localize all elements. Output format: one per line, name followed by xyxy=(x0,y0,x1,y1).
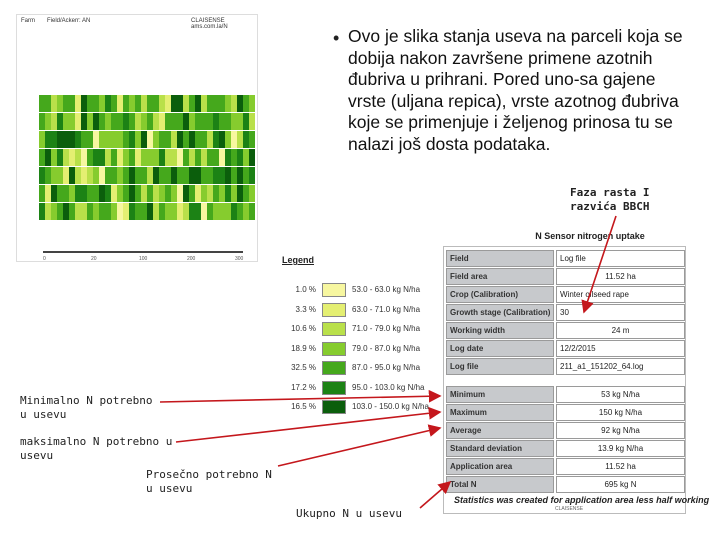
scale-tick-label: 100 xyxy=(139,256,148,261)
table-key: Minimum xyxy=(446,386,554,403)
arrow-bbch xyxy=(584,216,616,312)
table-value: 53 kg N/ha xyxy=(556,386,685,403)
map-header-farm: Farm xyxy=(21,18,35,24)
table-key: Field area xyxy=(446,268,554,285)
table-value: 30 xyxy=(556,304,685,321)
bullet-icon: • xyxy=(333,28,340,48)
table-value: 24 m xyxy=(556,322,685,339)
legend-range: 87.0 - 95.0 kg N/ha xyxy=(352,363,421,372)
table-footer-note: Statistics was created for application area less half working xyxy=(454,495,710,505)
table-key: Total N xyxy=(446,476,554,493)
legend-range: 95.0 - 103.0 kg N/ha xyxy=(352,382,425,392)
table-key: Growth stage (Calibration) xyxy=(446,304,554,321)
table-value: 150 kg N/ha xyxy=(556,404,685,421)
table-title: N Sensor nitrogen uptake xyxy=(535,231,645,241)
scale-tick-label: 0 xyxy=(43,256,46,261)
table-key: Standard deviation xyxy=(446,440,554,457)
map-header-field: Field/Ackerr: AN xyxy=(47,18,91,24)
table-key: Maximum xyxy=(446,404,554,421)
scale-tick-label: 20 xyxy=(91,256,97,261)
legend-range: 103.0 - 150.0 kg N/ha xyxy=(352,402,429,411)
table-value: Winter oilseed rape xyxy=(556,286,685,303)
table-key: Crop (Calibration) xyxy=(446,286,554,303)
arrow-total xyxy=(420,482,450,508)
legend-title: Legend xyxy=(282,255,315,265)
table-key: Application area xyxy=(446,458,554,475)
table-key: Working width xyxy=(446,322,554,339)
legend-percent: 3.3 % xyxy=(295,304,316,314)
table-value: 11.52 ha xyxy=(556,458,685,475)
slide-bullet-text: Ovo je slika stanja useva na parceli koja se dobija nakon završene primene azotnih đubriva u prihrani. Pored uno-sa gajene vrste (uljana repica), vrste azotnog đubriva koje se primenjuje i željenog prinosa tu se nalazi još dosta podataka. xyxy=(348,26,683,154)
legend-percent: 16.5 % xyxy=(291,402,316,411)
scale-tick-label: 200 xyxy=(187,256,196,261)
legend-percent: 18.9 % xyxy=(291,343,316,353)
table-value: 92 kg N/ha xyxy=(556,422,685,439)
table-key: Field xyxy=(446,250,554,267)
table-value: Log file xyxy=(556,250,685,267)
table-value: 13.9 kg N/ha xyxy=(556,440,685,457)
scale-tick-label: 300 xyxy=(235,256,244,261)
table-key: Average xyxy=(446,422,554,439)
legend-percent: 1.0 % xyxy=(295,285,316,294)
arrow-minimum xyxy=(160,396,440,402)
table-key: Log date xyxy=(446,340,554,357)
table-value: 695 kg N xyxy=(556,476,685,493)
legend-range: 71.0 - 79.0 kg N/ha xyxy=(352,324,421,333)
table-value: 12/2/2015 xyxy=(556,340,685,357)
annotation-average: Prosečno potrebno N u usevu xyxy=(146,468,272,495)
legend-percent: 10.6 % xyxy=(291,324,316,333)
legend-percent: 32.5 % xyxy=(291,363,316,372)
table-value: 11.52 ha xyxy=(556,268,685,285)
table-key: Log file xyxy=(446,358,554,375)
legend-range: 63.0 - 71.0 kg N/ha xyxy=(352,304,421,314)
annotation-total: Ukupno N u usevu xyxy=(296,507,402,520)
annotation-minimum: Minimalno N potrebno u usevu xyxy=(20,394,153,421)
legend-range: 79.0 - 87.0 kg N/ha xyxy=(352,343,421,353)
arrow-average xyxy=(278,428,440,466)
legend-percent: 17.2 % xyxy=(291,382,316,392)
table-value: 211_a1_151202_64.log xyxy=(556,358,685,375)
annotation-maximum: maksimalno N potrebno u usevu xyxy=(20,435,173,462)
map-header-logo: CLAISENSE ams.com.la/N xyxy=(191,18,228,30)
table-logo: CLAISENSE xyxy=(555,506,584,512)
annotation-bbch: Faza rasta I razvića BBCH xyxy=(570,186,650,213)
legend-range: 53.0 - 63.0 kg N/ha xyxy=(352,285,421,294)
